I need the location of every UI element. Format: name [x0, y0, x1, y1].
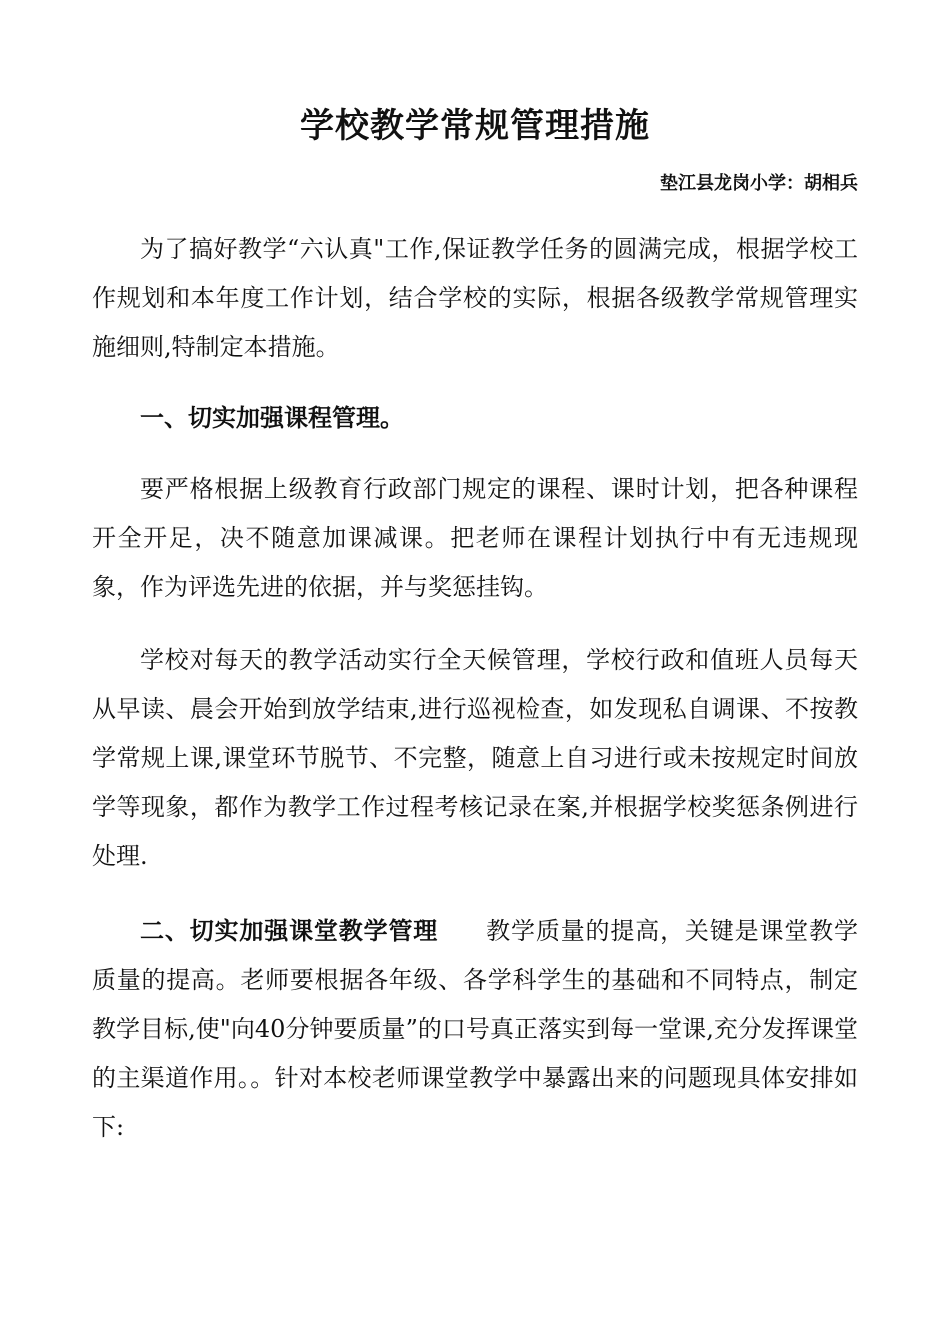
section-1-paragraph-1: 要严格根据上级教育行政部门规定的课程、课时计划，把各种课程开全开足，决不随意加课减课。把老师在课程计划执行中有无违规现象，作为评选先进的依据，并与奖惩挂钩。: [92, 475, 858, 601]
document-title: 学校教学常规管理措施: [300, 106, 650, 146]
section-2-heading: 二、切实加强课堂教学管理: [140, 916, 439, 945]
author-line: 垫江县龙岗小学：胡相兵: [660, 173, 858, 194]
intro-paragraph: 为了搞好教学“六认真"工作,保证教学任务的圆满完成，根据学校工作规划和本年度工作计划，结合学校的实际，根据各级教学常规管理实施细则,特制定本措施。: [92, 235, 858, 361]
section-1-heading: 一、切实加强课程管理。: [140, 403, 404, 432]
section-2-paragraph: [92, 906, 858, 1152]
section-1-paragraph-2: 学校对每天的教学活动实行全天候管理，学校行政和值班人员每天从早读、晨会开始到放学结束,进行巡视检查，如发现私自调课、不按教学常规上课,课堂环节脱节、不完整，随意上自习进行或未按规定时间放学等现象，都作为教学工作过程考核记录在案,并根据学校奖惩条例进行处理.: [92, 646, 858, 870]
section-2-text: 教学质量的提高，关键是课堂教学质量的提高。老师要根据各年级、各学科学生的基础和不同特点，制定教学目标,使"向40分钟要质量”的口号真正落实到每一堂课,充分发挥课堂的主渠道作用。。针对本校老师课堂教学中暴露出来的问题现具体安排如下:: [92, 917, 859, 1141]
